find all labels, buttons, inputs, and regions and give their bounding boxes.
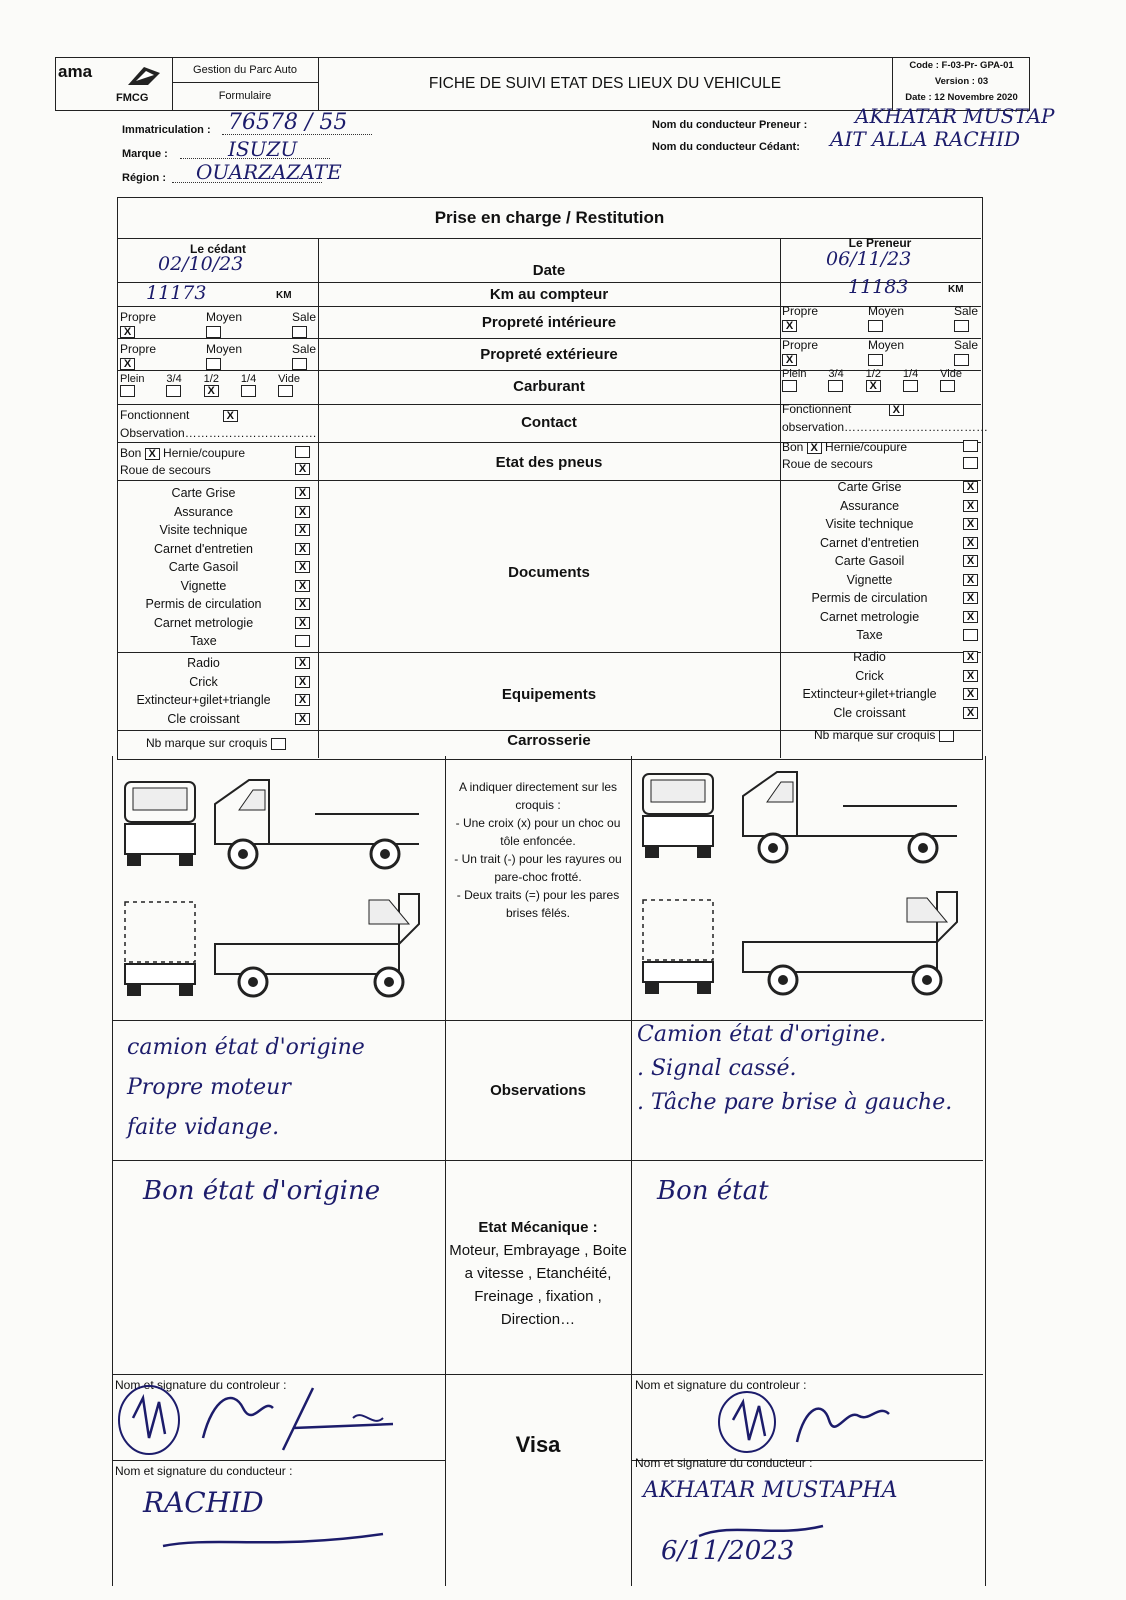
fuel-3-4: 3/4 bbox=[828, 368, 843, 392]
preneur-km: 11183 bbox=[848, 276, 909, 298]
checkbox[interactable]: X bbox=[295, 524, 310, 536]
marque-value: ISUZU bbox=[228, 137, 298, 161]
checkbox[interactable]: X bbox=[295, 463, 310, 475]
truck-sketch-cedant bbox=[119, 774, 437, 1010]
header-cell-2: Formulaire bbox=[172, 83, 319, 110]
checkbox[interactable]: X bbox=[963, 555, 978, 567]
cedant-equipements bbox=[120, 654, 310, 728]
equip-item: Extincteur+gilet+triangle X bbox=[120, 691, 310, 710]
checkbox[interactable] bbox=[206, 358, 221, 370]
checkbox[interactable]: X bbox=[782, 354, 797, 366]
checkbox[interactable] bbox=[903, 380, 918, 392]
preneur-date: 06/11/23 bbox=[826, 248, 912, 270]
doc-version: Version : 03 bbox=[934, 76, 989, 87]
cedant-label: Nom du conducteur Cédant: bbox=[652, 141, 800, 153]
fuel-vide: Vide bbox=[278, 373, 300, 397]
checkbox[interactable]: X bbox=[963, 688, 978, 700]
cedant-km-unit: KM bbox=[276, 290, 292, 301]
col-line-right bbox=[780, 238, 781, 758]
row-equipements: Equipements bbox=[501, 686, 597, 703]
logo-sub: FMCG bbox=[116, 92, 149, 104]
fuel-vide: Vide bbox=[940, 368, 962, 392]
doc-item: Carte Grise X bbox=[120, 484, 310, 503]
checkbox[interactable] bbox=[206, 326, 221, 338]
checkbox[interactable]: X bbox=[120, 358, 135, 370]
cedant-value: AIT ALLA RACHID bbox=[830, 127, 1021, 151]
checkbox[interactable]: X bbox=[145, 448, 160, 460]
checkbox[interactable]: X bbox=[295, 543, 310, 555]
fuel-1-4: 1/4 bbox=[903, 368, 918, 392]
checkbox[interactable]: X bbox=[963, 574, 978, 586]
main-table bbox=[117, 197, 989, 760]
logo-icon bbox=[124, 63, 164, 89]
cedant-documents bbox=[120, 484, 310, 651]
checkbox[interactable] bbox=[963, 629, 978, 641]
fuel-1-2: 1/2 X bbox=[203, 373, 219, 398]
region-value: OUARZAZATE bbox=[196, 160, 342, 184]
immat-label: Immatriculation : bbox=[122, 124, 211, 136]
checkbox[interactable]: X bbox=[295, 617, 310, 629]
doc-item: Assurance X bbox=[120, 503, 310, 522]
preneur-contact: Fonctionnent X bbox=[782, 402, 904, 416]
preneur-km-unit: KM bbox=[948, 284, 964, 295]
col-line bbox=[631, 756, 632, 1586]
preneur-value: AKHATAR MUSTAP bbox=[855, 104, 1055, 128]
row-prop-int: Propreté intérieure bbox=[481, 314, 617, 331]
logo-text: ama bbox=[58, 62, 93, 81]
region-label: Région : bbox=[122, 172, 166, 184]
row-carrosserie: Carrosserie bbox=[507, 732, 591, 749]
doc-date: Date : 12 Novembre 2020 bbox=[905, 92, 1018, 103]
checkbox[interactable]: X bbox=[782, 320, 797, 332]
checkbox[interactable] bbox=[954, 320, 969, 332]
obs-cedant: camion état d'origine Propre moteur faite vidange. bbox=[127, 1035, 365, 1140]
croquis-note: A indiquer directement sur les croquis : - Une croix (x) pour un choc ou tôle enfoncée. - Un trait (-) pour les rayures ou pare-choc frotté. - Deux traits (=) pour les pares brises fêlés. bbox=[454, 780, 622, 920]
row-km: Km au compteur bbox=[489, 286, 609, 303]
checkbox[interactable]: X bbox=[295, 713, 310, 725]
header-box bbox=[55, 57, 1030, 111]
doc-item: Carnet metrologie X bbox=[784, 608, 978, 627]
cedant-prop-ext bbox=[120, 342, 316, 370]
checkbox[interactable]: X bbox=[963, 611, 978, 623]
checkbox[interactable]: X bbox=[807, 442, 822, 454]
checkbox[interactable] bbox=[292, 326, 307, 338]
checkbox[interactable]: X bbox=[295, 694, 310, 706]
row-prop-ext: Propreté extérieure bbox=[480, 346, 618, 363]
logo bbox=[56, 58, 173, 110]
doc-code: Code : F-03-Pr- GPA-01 bbox=[909, 60, 1014, 71]
checkbox[interactable]: X bbox=[295, 506, 310, 518]
cedant-km: 11173 bbox=[146, 282, 207, 304]
row-observations: Observations bbox=[490, 1082, 586, 1099]
checkbox[interactable] bbox=[241, 385, 256, 397]
opt-propre: Propre X bbox=[782, 304, 819, 332]
checkbox[interactable]: X bbox=[295, 580, 310, 592]
checkbox[interactable]: X bbox=[866, 380, 881, 392]
checkbox[interactable]: X bbox=[295, 657, 310, 669]
doc-item: Carte Gasoil X bbox=[120, 558, 310, 577]
doc-item: Permis de circulation X bbox=[120, 595, 310, 614]
cond-signature-cedant: RACHID bbox=[143, 1486, 264, 1519]
opt-propre: Propre X bbox=[782, 338, 819, 366]
doc-item: Carnet d'entretien X bbox=[784, 534, 978, 553]
cedant-head: Le cédant bbox=[189, 242, 246, 256]
cedant-contact: Fonctionnent X bbox=[120, 408, 238, 422]
row-pneus: Etat des pneus bbox=[495, 454, 603, 471]
cedant-prop-int bbox=[120, 310, 316, 338]
meca-preneur: Bon état bbox=[657, 1176, 769, 1206]
checkbox[interactable] bbox=[828, 380, 843, 392]
cedant-fuel bbox=[120, 373, 300, 397]
checkbox[interactable]: X bbox=[963, 518, 978, 530]
preneur-prop-ext bbox=[782, 338, 978, 366]
checkbox[interactable]: X bbox=[963, 592, 978, 604]
checkbox[interactable]: X bbox=[295, 598, 310, 610]
checkbox[interactable] bbox=[963, 440, 978, 452]
checkbox[interactable]: X bbox=[963, 651, 978, 663]
checkbox[interactable] bbox=[271, 738, 286, 750]
checkbox[interactable]: X bbox=[204, 385, 219, 397]
checkbox[interactable] bbox=[868, 320, 883, 332]
checkbox[interactable] bbox=[278, 385, 293, 397]
doc-item: Carnet metrologie X bbox=[120, 614, 310, 633]
checkbox[interactable]: X bbox=[963, 537, 978, 549]
table-title: Prise en charge / Restitution bbox=[118, 198, 981, 239]
equip-item: Cle croissant X bbox=[120, 710, 310, 729]
opt-propre: Propre X bbox=[120, 310, 157, 338]
checkbox[interactable] bbox=[166, 385, 181, 397]
truck-sketch-preneur bbox=[637, 766, 977, 1010]
checkbox[interactable] bbox=[963, 457, 978, 469]
controller-signature-preneur bbox=[713, 1386, 913, 1456]
doc-item: Visite technique X bbox=[120, 521, 310, 540]
row-visa: Visa bbox=[515, 1432, 561, 1457]
cedant-contact-obs: Observation…………………………… bbox=[120, 426, 317, 440]
fuel-1-4: 1/4 bbox=[241, 373, 256, 397]
ctrl-label-cedant: Nom et signature du controleur : bbox=[115, 1378, 287, 1392]
checkbox[interactable]: X bbox=[295, 676, 310, 688]
checkbox[interactable] bbox=[954, 354, 969, 366]
checkbox[interactable] bbox=[292, 358, 307, 370]
doc-item: Vignette X bbox=[120, 577, 310, 596]
equip-item: Crick X bbox=[784, 667, 978, 686]
row-divider bbox=[113, 1160, 983, 1161]
opt-sale: Sale bbox=[954, 304, 978, 332]
obs-preneur: Camion état d'origine. . Signal cassé. . Tâche pare brise à gauche. bbox=[637, 1022, 953, 1115]
ctrl-label-preneur: Nom et signature du controleur : bbox=[635, 1378, 807, 1392]
preneur-head: Le Preneur bbox=[848, 236, 912, 250]
marque-line bbox=[180, 158, 330, 159]
controller-signature-cedant bbox=[113, 1378, 423, 1458]
doc-item: Carte Gasoil X bbox=[784, 552, 978, 571]
cond-signature-stroke-cedant bbox=[153, 1526, 393, 1556]
preneur-contact-obs: observation……………………………… bbox=[782, 420, 989, 434]
preneur-pneus: Bon X Hernie/coupure Roue de secours bbox=[782, 440, 978, 471]
preneur-fuel bbox=[782, 368, 962, 392]
checkbox[interactable]: X bbox=[120, 326, 135, 338]
opt-propre: Propre X bbox=[120, 342, 157, 370]
equip-item: Radio X bbox=[120, 654, 310, 673]
opt-moyen: Moyen bbox=[868, 338, 904, 366]
col-line bbox=[445, 756, 446, 1586]
preneur-equipements bbox=[784, 648, 978, 722]
immat-value: 76578 / 55 bbox=[228, 110, 348, 135]
marque-label: Marque : bbox=[122, 148, 168, 160]
checkbox[interactable]: X bbox=[963, 670, 978, 682]
checkbox[interactable]: X bbox=[963, 707, 978, 719]
checkbox[interactable]: X bbox=[889, 404, 904, 416]
preneur-nb-marque: Nb marque sur croquis bbox=[814, 728, 954, 742]
opt-sale: Sale bbox=[954, 338, 978, 366]
checkbox[interactable] bbox=[295, 635, 310, 647]
opt-sale: Sale bbox=[292, 342, 316, 370]
equip-item: Crick X bbox=[120, 673, 310, 692]
checkbox[interactable]: X bbox=[223, 410, 238, 422]
cedant-nb-marque: Nb marque sur croquis bbox=[146, 736, 286, 750]
meca-cedant: Bon état d'origine bbox=[143, 1176, 381, 1206]
immat-line bbox=[222, 134, 372, 135]
opt-moyen: Moyen bbox=[868, 304, 904, 332]
cond-date-preneur: 6/11/2023 bbox=[661, 1536, 795, 1566]
row-divider bbox=[113, 1460, 445, 1461]
fuel-plein: Plein bbox=[782, 368, 806, 392]
checkbox[interactable] bbox=[940, 380, 955, 392]
preneur-documents bbox=[784, 478, 978, 645]
checkbox[interactable] bbox=[295, 446, 310, 458]
cond-label-preneur: Nom et signature du conducteur : bbox=[635, 1456, 813, 1470]
checkbox[interactable]: X bbox=[963, 481, 978, 493]
equip-item: Cle croissant X bbox=[784, 704, 978, 723]
lower-section bbox=[112, 756, 986, 1586]
equip-item: Radio X bbox=[784, 648, 978, 667]
meca-description: Etat Mécanique : Moteur, Embrayage , Boite a vitesse , Etanchéité, Freinage , fixation , Direction… bbox=[449, 1219, 627, 1328]
doc-item: Carte Grise X bbox=[784, 478, 978, 497]
row-divider bbox=[113, 1374, 983, 1375]
header-cell-1: Gestion du Parc Auto bbox=[172, 58, 319, 83]
row-documents: Documents bbox=[508, 564, 590, 581]
doc-item: Assurance X bbox=[784, 497, 978, 516]
fuel-1-2: 1/2 X bbox=[865, 368, 881, 393]
cond-label-cedant: Nom et signature du conducteur : bbox=[115, 1464, 293, 1478]
region-line bbox=[172, 182, 322, 183]
doc-item: Taxe bbox=[784, 626, 978, 645]
checkbox[interactable]: X bbox=[295, 561, 310, 573]
doc-item: Taxe bbox=[120, 632, 310, 651]
doc-item: Visite technique X bbox=[784, 515, 978, 534]
doc-item: Carnet d'entretien X bbox=[120, 540, 310, 559]
fuel-3-4: 3/4 bbox=[166, 373, 181, 397]
opt-sale: Sale bbox=[292, 310, 316, 338]
checkbox[interactable]: X bbox=[295, 487, 310, 499]
opt-moyen: Moyen bbox=[206, 342, 242, 370]
checkbox[interactable] bbox=[868, 354, 883, 366]
checkbox[interactable]: X bbox=[963, 500, 978, 512]
fuel-plein: Plein bbox=[120, 373, 144, 397]
doc-item: Permis de circulation X bbox=[784, 589, 978, 608]
preneur-prop-int bbox=[782, 304, 978, 332]
row-contact: Contact bbox=[521, 414, 577, 431]
preneur-label: Nom du conducteur Preneur : bbox=[652, 119, 808, 131]
row-carburant: Carburant bbox=[513, 378, 585, 395]
equip-item: Extincteur+gilet+triangle X bbox=[784, 685, 978, 704]
cond-name-preneur: AKHATAR MUSTAPHA bbox=[643, 1478, 898, 1503]
checkbox[interactable] bbox=[782, 380, 797, 392]
cedant-date: 02/10/23 bbox=[158, 253, 244, 275]
cedant-pneus: Bon X Hernie/coupure Roue de secours X bbox=[120, 446, 310, 477]
opt-moyen: Moyen bbox=[206, 310, 242, 338]
checkbox[interactable] bbox=[120, 385, 135, 397]
doc-item: Vignette X bbox=[784, 571, 978, 590]
checkbox[interactable] bbox=[939, 730, 954, 742]
page-title: FICHE DE SUIVI ETAT DES LIEUX DU VEHICULE bbox=[318, 58, 893, 110]
row-date: Date bbox=[532, 262, 566, 279]
